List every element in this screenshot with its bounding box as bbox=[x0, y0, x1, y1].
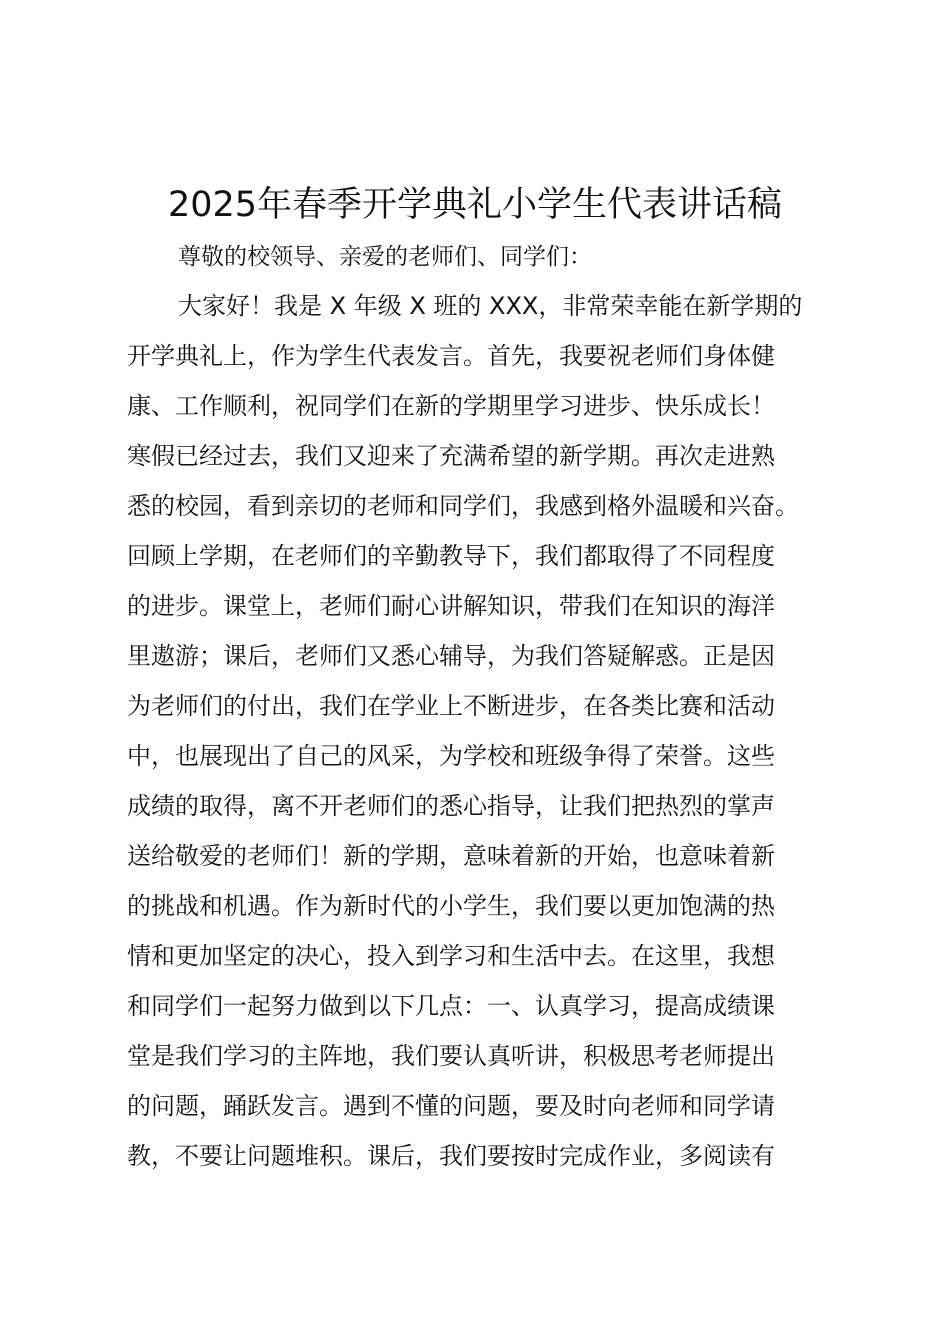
body-line: 和同学们一起努力做到以下几点：一、认真学习，提高成绩课 bbox=[127, 992, 775, 1020]
body-line: 里遨游；课后，老师们又悉心辅导，为我们答疑解惑。正是因 bbox=[127, 642, 775, 670]
salutation: 尊敬的校领导、亲爱的老师们、同学们： bbox=[178, 244, 592, 270]
body-line: 开学典礼上，作为学生代表发言。首先，我要祝老师们身体健 bbox=[127, 342, 775, 370]
body-line: 寒假已经过去，我们又迎来了充满希望的新学期。再次走进熟 bbox=[127, 442, 775, 470]
body-line: 送给敬爱的老师们！新的学期，意味着新的开始，也意味着新 bbox=[127, 842, 775, 870]
body-line: 中，也展现出了自己的风采，为学校和班级争得了荣誉。这些 bbox=[127, 742, 775, 770]
body-line: 教，不要让问题堆积。课后，我们要按时完成作业，多阅读有 bbox=[127, 1142, 775, 1170]
body-line: 情和更加坚定的决心，投入到学习和生活中去。在这里，我想 bbox=[127, 942, 775, 970]
document-title: 2025年春季开学典礼小学生代表讲话稿 bbox=[167, 185, 783, 225]
body-line: 康、工作顺利，祝同学们在新的学期里学习进步、快乐成长！ bbox=[127, 392, 775, 420]
body-line: 悉的校园，看到亲切的老师和同学们，我感到格外温暖和兴奋。 bbox=[127, 492, 799, 520]
body-line: 回顾上学期，在老师们的辛勤教导下，我们都取得了不同程度 bbox=[127, 542, 775, 570]
body-line: 堂是我们学习的主阵地，我们要认真听讲，积极思考老师提出 bbox=[127, 1042, 775, 1070]
body-line: 的问题，踊跃发言。遇到不懂的问题，要及时向老师和同学请 bbox=[127, 1092, 775, 1120]
body-line: 的挑战和机遇。作为新时代的小学生，我们要以更加饱满的热 bbox=[127, 892, 775, 920]
body-line: 大家好！我是 X 年级 X 班的 XXX，非常荣幸能在新学期的 bbox=[178, 292, 803, 320]
body-line: 成绩的取得，离不开老师们的悉心指导，让我们把热烈的掌声 bbox=[127, 792, 775, 820]
body-line: 的进步。课堂上，老师们耐心讲解知识，带我们在知识的海洋 bbox=[127, 592, 775, 620]
body-line: 为老师们的付出，我们在学业上不断进步，在各类比赛和活动 bbox=[127, 692, 775, 720]
